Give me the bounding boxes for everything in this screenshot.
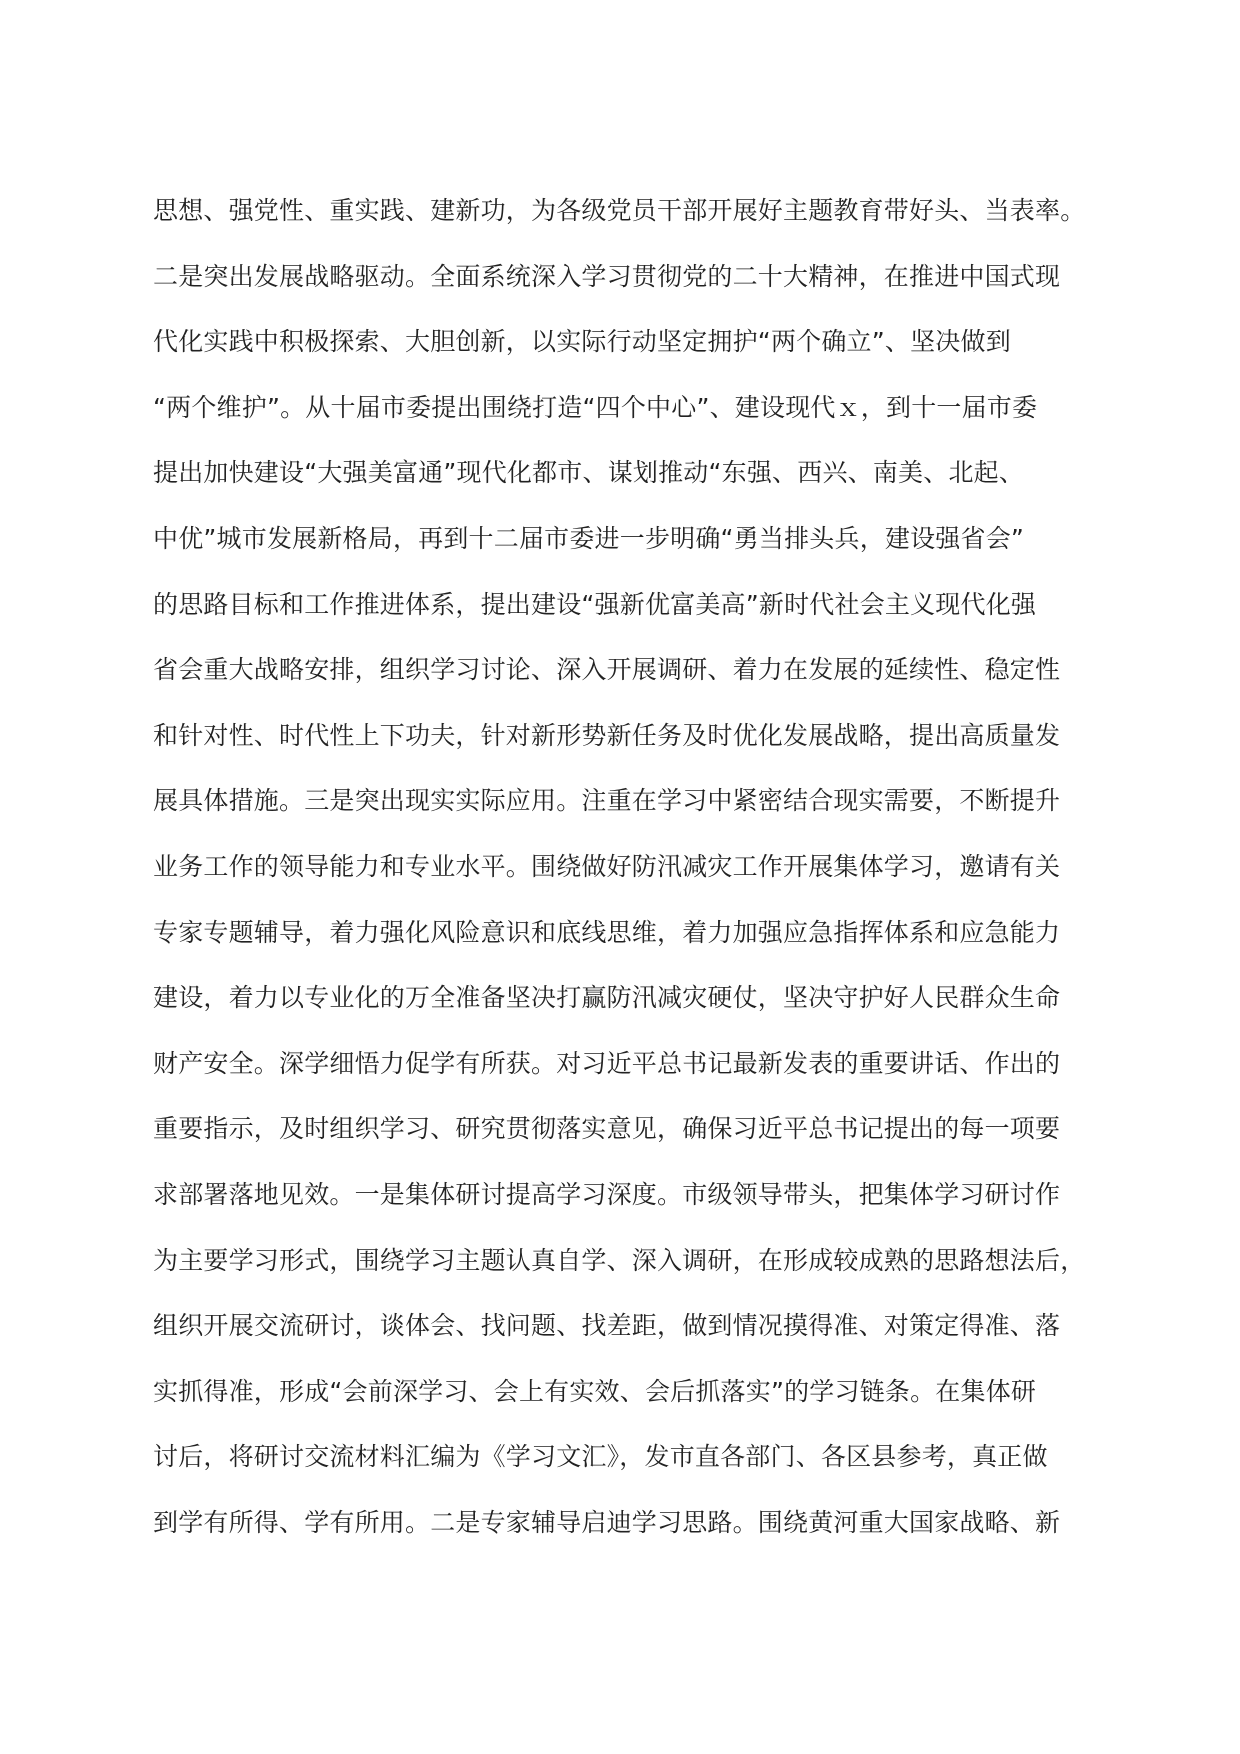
text-line: 展具体措施。三是突出现实实际应用。注重在学习中紧密结合现实需要，不断提升 [153,786,1061,816]
text-line: 二是突出发展战略驱动。全面系统深入学习贯彻党的二十大精神，在推进中国式现 [153,261,1061,291]
text-line: 实抓得准，形成“会前深学习、会上有实效、会后抓落实”的学习链条。在集体研 [153,1376,1037,1406]
text-line: 和针对性、时代性上下功夫，针对新形势新任务及时优化发展战略，提出高质量发 [153,720,1061,750]
text-line: 中优”城市发展新格局，再到十二届市委进一步明确“勇当排头兵，建设强省会” [153,523,1025,553]
text-line: 重要指示，及时组织学习、研究贯彻落实意见，确保习近平总书记提出的每一项要 [153,1114,1061,1144]
text-line: 求部署落地见效。一是集体研讨提高学习深度。市级领导带头，把集体学习研讨作 [153,1179,1061,1209]
text-line: 讨后，将研讨交流材料汇编为《学习文汇》，发市直各部门、各区县参考，真正做 [153,1442,1048,1472]
text-line: 专家专题辅导，着力强化风险意识和底线思维，着力加强应急指挥体系和应急能力 [153,917,1061,947]
text-line: 组织开展交流研讨，谈体会、找问题、找差距，做到情况摸得准、对策定得准、落 [153,1311,1061,1341]
text-line: 财产安全。深学细悟力促学有所获。对习近平总书记最新发表的重要讲话、作出的 [153,1048,1061,1078]
text-line: 业务工作的领导能力和专业水平。围绕做好防汛减灾工作开展集体学习，邀请有关 [153,851,1061,881]
text-line: 到学有所得、学有所用。二是专家辅导启迪学习思路。围绕黄河重大国家战略、新 [153,1507,1061,1537]
text-line: 为主要学习形式，围绕学习主题认真自学、深入调研，在形成较成熟的思路想法后， [153,1245,1086,1275]
text-line: 省会重大战略安排，组织学习讨论、深入开展调研、着力在发展的延续性、稳定性 [153,655,1061,685]
text-line: 的思路目标和工作推进体系，提出建设“强新优富美高”新时代社会主义现代化强 [153,589,1037,619]
body-text [153,178,1086,1555]
text-line: 代化实践中积极探索、大胆创新，以实际行动坚定拥护“两个确立”、坚决做到 [153,327,1011,357]
text-line: 提出加快建设“大强美富通”现代化都市、谋划推动“东强、西兴、南美、北起、 [153,458,1025,488]
text-line: “两个维护”。从十届市委提出围绕打造“四个中心”、建设现代ｘ，到十一届市委 [153,392,1038,422]
text-line: 建设，着力以专业化的万全准备坚决打赢防汛减灾硬仗，坚决守护好人民群众生命 [153,983,1061,1013]
text-line: 思想、强党性、重实践、建新功，为各级党员干部开展好主题教育带好头、当表率。 [153,196,1086,225]
